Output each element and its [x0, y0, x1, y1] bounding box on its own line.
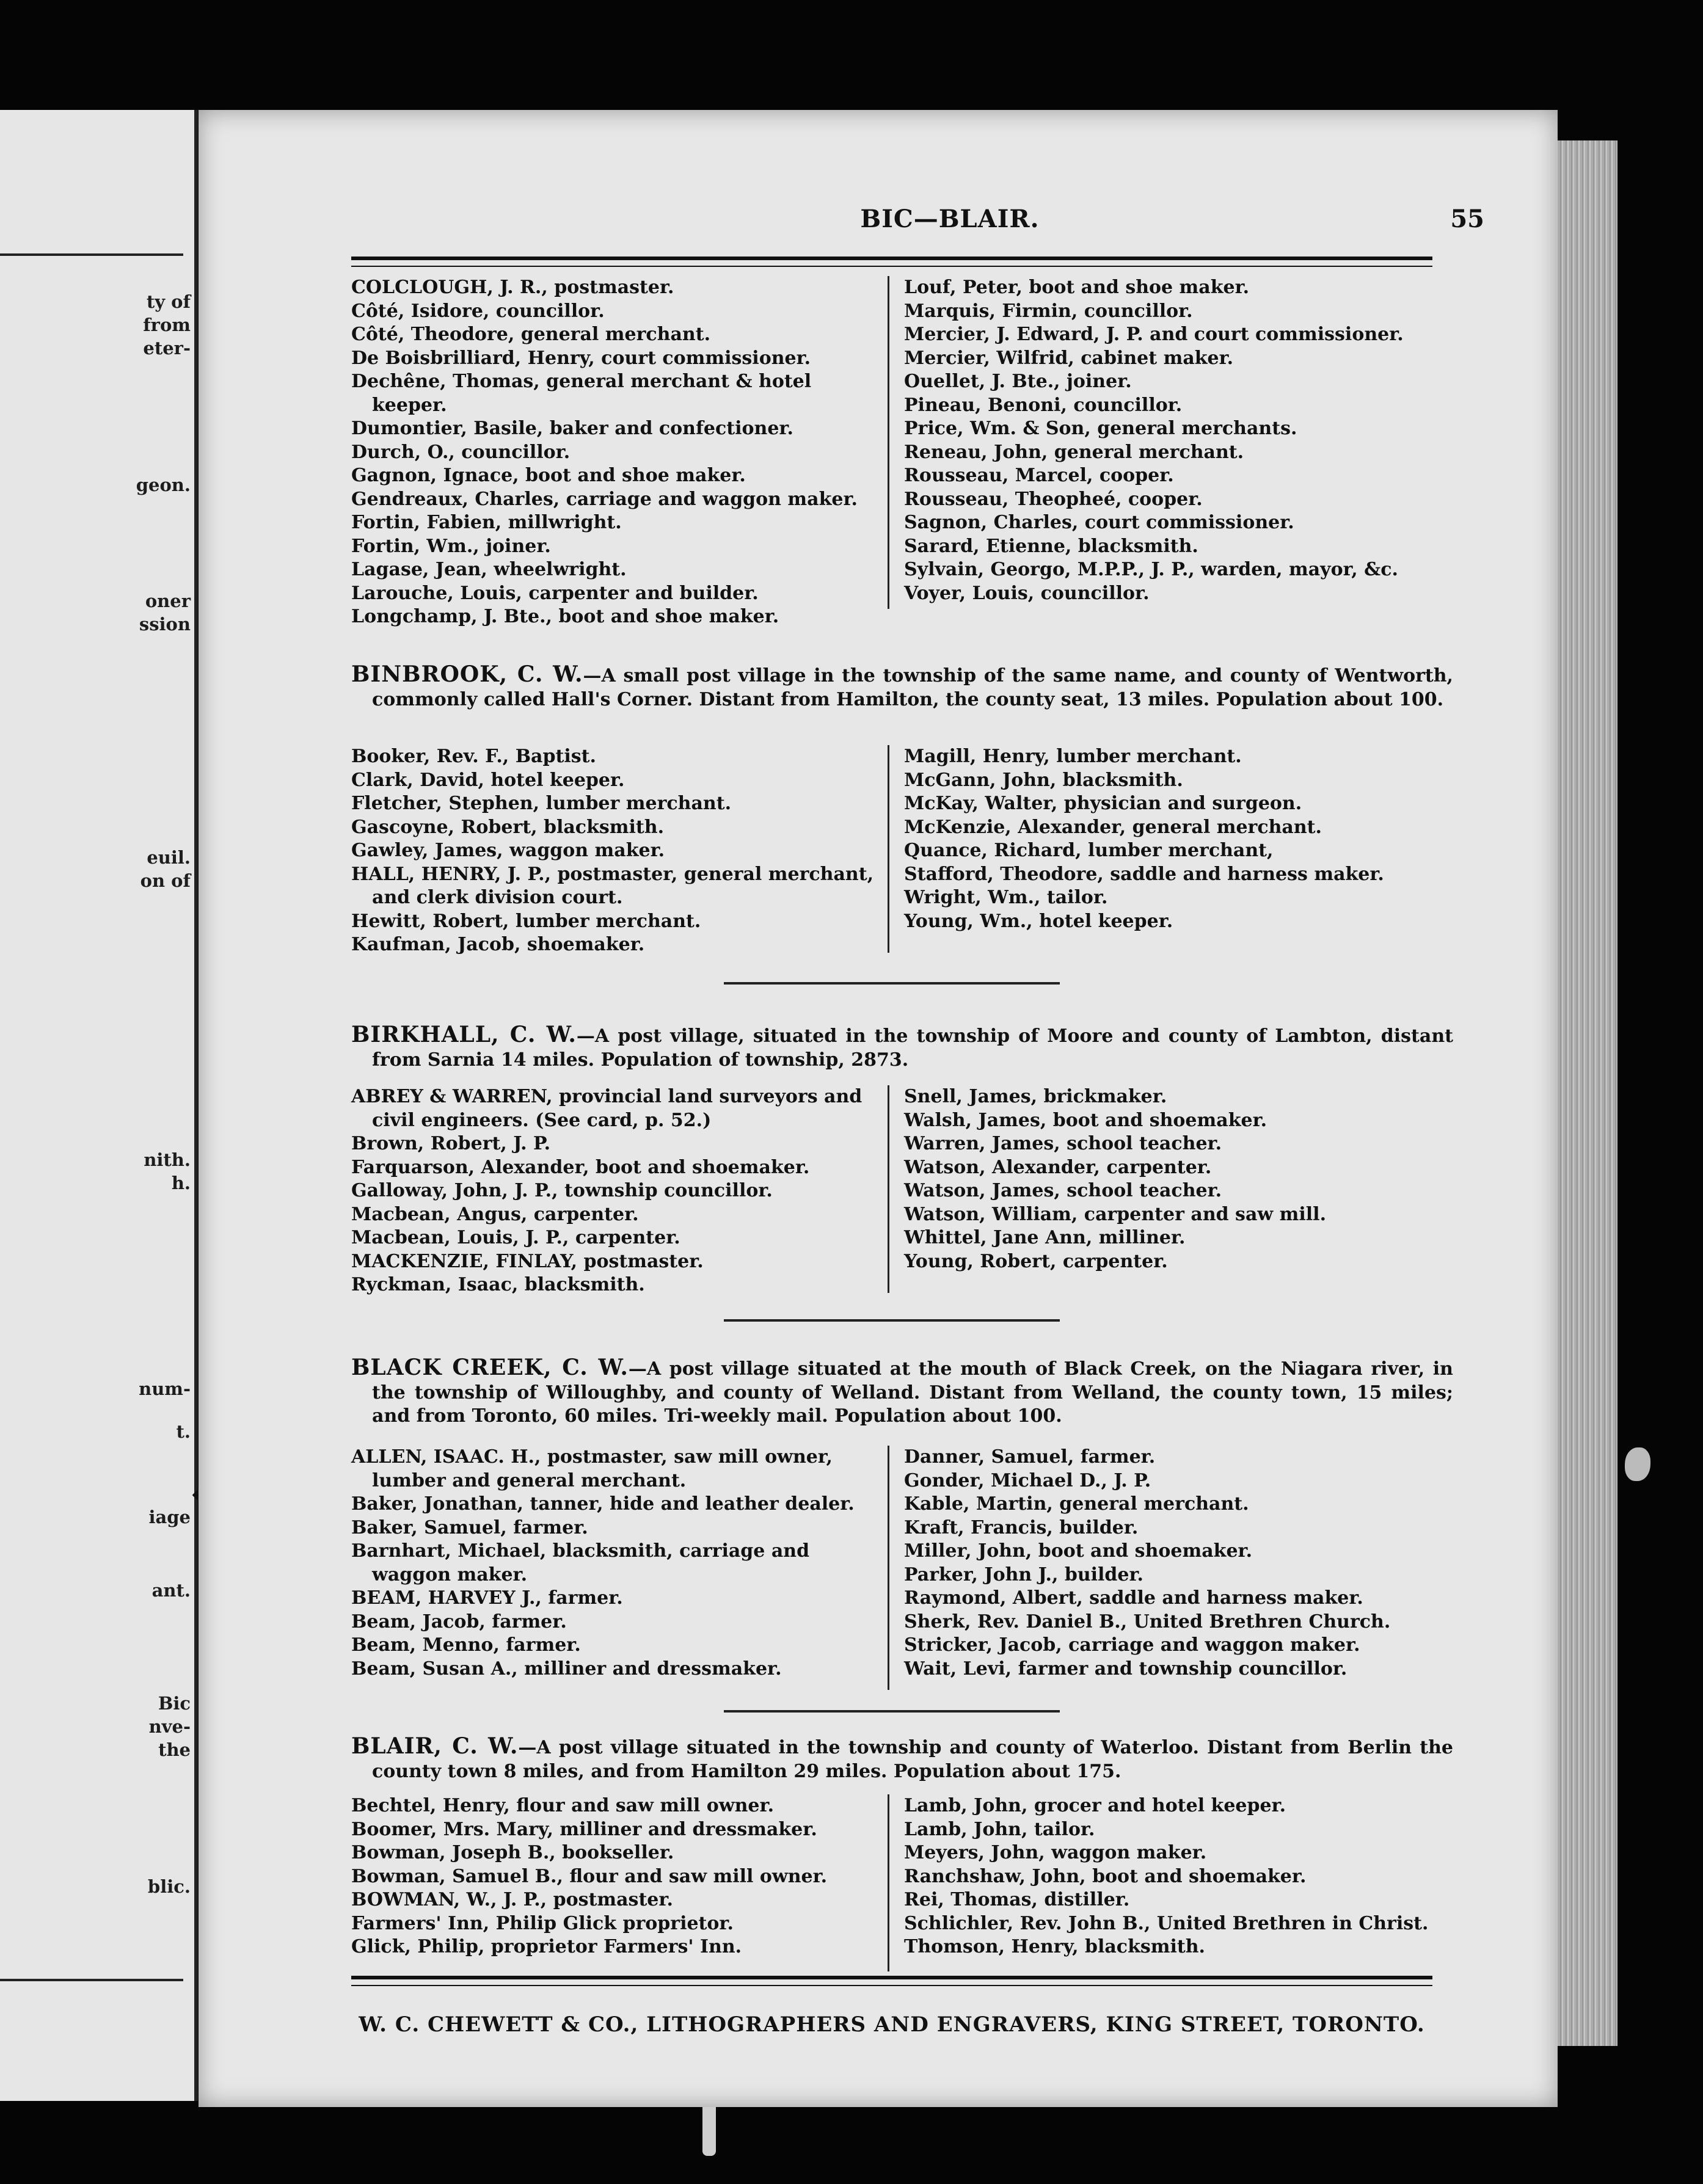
directory-entry: Reneau, John, general merchant.: [904, 441, 1244, 463]
directory-entry: Watson, Alexander, carpenter.: [904, 1156, 1212, 1178]
directory-entry: Mercier, J. Edward, J. P. and court commissioner.: [904, 324, 1404, 345]
directory-entry: Fletcher, Stephen, lumber merchant.: [351, 793, 732, 814]
directory-entry: Bechtel, Henry, flour and saw mill owner.: [351, 1795, 775, 1816]
directory-entry: Ryckman, Isaac, blacksmith.: [351, 1274, 645, 1295]
directory-entry: COLCLOUGH, J. R., postmaster.: [351, 277, 674, 298]
facing-page-text-fragment: blic.: [147, 1876, 191, 1897]
directory-entry: Barnhart, Michael, blacksmith, carriage and waggon maker.: [351, 1540, 810, 1585]
page-footer: W. C. CHEWETT & CO., LITHOGRAPHERS AND ENGRAVERS, KING STREET, TORONTO.: [359, 2012, 1425, 2037]
directory-entry: McGann, John, blacksmith.: [904, 769, 1183, 791]
directory-entry: Sylvain, Georgo, M.P.P., J. P., warden, mayor, &c.: [904, 559, 1398, 580]
directory-entry: Lamb, John, grocer and hotel keeper.: [904, 1795, 1286, 1816]
directory-entry: ALLEN, ISAAC. H., postmaster, saw mill owner, lumber and general merchant.: [351, 1446, 833, 1491]
bic-left-column: [351, 276, 877, 629]
directory-entry: Macbean, Louis, J. P., carpenter.: [351, 1227, 680, 1248]
directory-entry: Meyers, John, waggon maker.: [904, 1842, 1207, 1863]
facing-page-text-fragment: t.: [176, 1421, 191, 1442]
directory-entry: Price, Wm. & Son, general merchants.: [904, 418, 1297, 439]
directory-entry: Farmers' Inn, Philip Glick proprietor.: [351, 1912, 734, 1934]
directory-entry: Baker, Samuel, farmer.: [351, 1516, 588, 1538]
directory-entry: Young, Robert, carpenter.: [904, 1250, 1168, 1272]
facing-page-text-fragment: oner: [145, 591, 191, 611]
page-header-title: BIC—BLAIR.: [860, 205, 1040, 233]
directory-entry: Wait, Levi, farmer and township councillor.: [904, 1658, 1347, 1680]
directory-entry: Rousseau, Theopheé, cooper.: [904, 488, 1203, 510]
directory-entry: Sherk, Rev. Daniel B., United Brethren Church.: [904, 1611, 1391, 1633]
facing-page-rule: [0, 1979, 183, 1981]
facing-page-text-fragment: h.: [171, 1173, 191, 1193]
blair-left-column: [351, 1794, 877, 1959]
page-number: 55: [1450, 205, 1484, 233]
directory-entry: Watson, James, school teacher.: [904, 1180, 1222, 1201]
directory-entry: Brown, Robert, J. P.: [351, 1133, 551, 1154]
directory-entry: Longchamp, J. Bte., boot and shoe maker.: [351, 606, 779, 627]
footer-rule: [351, 1976, 1432, 1986]
directory-entry: Kraft, Francis, builder.: [904, 1516, 1139, 1538]
directory-entry: McKenzie, Alexander, general merchant.: [904, 816, 1322, 838]
directory-entry: Voyer, Louis, councillor.: [904, 582, 1150, 604]
directory-entry: Clark, David, hotel keeper.: [351, 769, 625, 791]
directory-entry: Bowman, Samuel B., flour and saw mill owner.: [351, 1865, 828, 1887]
directory-entry: Parker, John J., builder.: [904, 1563, 1143, 1585]
birkhall-description-text: —A post village, situated in the township of Moore and county of Lambton, distant from Sarnia 14 miles. Population of township, 2873.: [372, 1025, 1453, 1071]
directory-entry: Kable, Martin, general merchant.: [904, 1493, 1249, 1515]
directory-entry: Lagase, Jean, wheelwright.: [351, 559, 627, 580]
bottom-artifact: [702, 2101, 716, 2156]
directory-entry: Gawley, James, waggon maker.: [351, 840, 665, 861]
directory-entry: Raymond, Albert, saddle and harness maker.: [904, 1587, 1363, 1609]
birkhall-town-name: BIRKHALL, C. W.: [351, 1022, 577, 1047]
blair-right-column: [904, 1794, 1442, 1959]
directory-entry: Beam, Susan A., milliner and dressmaker.: [351, 1658, 782, 1680]
section-separator: [724, 1710, 1060, 1713]
directory-entry: Rousseau, Marcel, cooper.: [904, 465, 1174, 486]
directory-entry: Baker, Jonathan, tanner, hide and leather dealer.: [351, 1493, 855, 1515]
facing-page-text-fragment: from: [143, 315, 191, 335]
column-divider: [888, 1794, 889, 1971]
facing-page-text-fragment: eter-: [143, 338, 191, 359]
blair-description: [351, 1734, 1453, 1783]
facing-page-text-fragment: nith.: [144, 1149, 191, 1170]
binbrook-left-column: [351, 745, 877, 957]
directory-entry: Wright, Wm., tailor.: [904, 887, 1108, 908]
binbrook-town-name: BINBROOK, C. W.: [351, 661, 583, 687]
directory-entry: Louf, Peter, boot and shoe maker.: [904, 277, 1250, 298]
directory-entry: Quance, Richard, lumber merchant,: [904, 840, 1274, 861]
directory-entry: Stricker, Jacob, carriage and waggon maker.: [904, 1634, 1360, 1656]
directory-entry: Pineau, Benoni, councillor.: [904, 394, 1183, 416]
facing-page-text-fragment: ty of: [146, 291, 191, 312]
directory-entry: Rei, Thomas, distiller.: [904, 1889, 1130, 1910]
directory-entry: Larouche, Louis, carpenter and builder.: [351, 582, 759, 604]
directory-entry: Sagnon, Charles, court commissioner.: [904, 512, 1294, 533]
directory-entry: Bowman, Joseph B., bookseller.: [351, 1842, 674, 1863]
directory-entry: Ouellet, J. Bte., joiner.: [904, 371, 1132, 392]
directory-entry: Boomer, Mrs. Mary, milliner and dressmaker.: [351, 1818, 817, 1840]
birkhall-right-column: [904, 1085, 1442, 1273]
facing-page-rule: [0, 253, 183, 256]
column-divider: [888, 1446, 889, 1690]
directory-entry: Walsh, James, boot and shoemaker.: [904, 1109, 1267, 1131]
directory-entry: Snell, James, brickmaker.: [904, 1086, 1167, 1107]
directory-entry: Mercier, Wilfrid, cabinet maker.: [904, 347, 1234, 369]
directory-entry: ABREY & WARREN, provincial land surveyors and civil engineers. (See card, p. 52.): [351, 1086, 862, 1131]
directory-entry: McKay, Walter, physician and surgeon.: [904, 793, 1302, 814]
column-divider: [888, 1085, 889, 1293]
facing-page-edge: [0, 110, 198, 2101]
black-creek-town-name: BLACK CREEK, C. W.: [351, 1355, 629, 1380]
directory-entry: Magill, Henry, lumber merchant.: [904, 746, 1242, 767]
directory-entry: Beam, Menno, farmer.: [351, 1634, 581, 1656]
facing-page-text-fragment: ssion: [139, 614, 191, 635]
page-stack-edges: [1552, 140, 1617, 2046]
black-creek-right-column: [904, 1446, 1442, 1681]
directory-entry: Danner, Samuel, farmer.: [904, 1446, 1156, 1468]
column-divider: [888, 276, 889, 609]
column-divider: [888, 745, 889, 953]
directory-entry: Macbean, Angus, carpenter.: [351, 1203, 639, 1225]
directory-entry: Fortin, Fabien, millwright.: [351, 512, 622, 533]
directory-entry: De Boisbrilliard, Henry, court commissioner.: [351, 347, 811, 369]
paper-clip-mark: [1625, 1447, 1650, 1481]
directory-entry: Young, Wm., hotel keeper.: [904, 910, 1173, 932]
directory-entry: Lamb, John, tailor.: [904, 1818, 1095, 1840]
directory-entry: Côté, Theodore, general merchant.: [351, 324, 711, 345]
facing-page-text-fragment: ant.: [151, 1580, 191, 1601]
directory-entry: Dechêne, Thomas, general merchant & hotel keeper.: [351, 371, 812, 416]
directory-entry: Schlichler, Rev. John B., United Brethren in Christ.: [904, 1912, 1429, 1934]
directory-entry: HALL, HENRY, J. P., postmaster, general merchant, and clerk division court.: [351, 863, 874, 908]
directory-entry: Galloway, John, J. P., township councillor.: [351, 1180, 773, 1201]
directory-entry: BEAM, HARVEY J., farmer.: [351, 1587, 623, 1609]
facing-page-text-fragment: euil.: [147, 847, 191, 868]
blair-town-name: BLAIR, C. W.: [351, 1733, 519, 1759]
section-separator: [724, 982, 1060, 985]
header-rule: [351, 257, 1432, 267]
directory-entry: Warren, James, school teacher.: [904, 1133, 1222, 1154]
facing-page-text-fragment: on of: [140, 870, 191, 891]
black-creek-left-column: [351, 1446, 877, 1681]
directory-entry: MACKENZIE, FINLAY, postmaster.: [351, 1250, 704, 1272]
birkhall-left-column: [351, 1085, 877, 1297]
directory-entry: Thomson, Henry, blacksmith.: [904, 1936, 1205, 1957]
directory-entry: Côté, Isidore, councillor.: [351, 300, 605, 322]
directory-entry: Sarard, Etienne, blacksmith.: [904, 535, 1198, 557]
black-creek-description-text: —A post village situated at the mouth of Black Creek, on the Niagara river, in the township of Willoughby, and county of Welland. Distant from Welland, the county town, 15 miles; and from Toronto, 60 miles. Tri-weekly mail. Population about 100.: [372, 1358, 1453, 1427]
directory-entry: Fortin, Wm., joiner.: [351, 535, 551, 557]
directory-entry: Beam, Jacob, farmer.: [351, 1611, 567, 1633]
blair-description-text: —A post village situated in the township and county of Waterloo. Distant from Berlin the county town 8 miles, and from Hamilton 29 miles. Population about 175.: [372, 1737, 1453, 1782]
facing-page-text-fragment: Bic: [158, 1693, 191, 1714]
bic-right-column: [904, 276, 1442, 605]
directory-entry: Ranchshaw, John, boot and shoemaker.: [904, 1865, 1307, 1887]
binbrook-right-column: [904, 745, 1442, 933]
section-separator: [724, 1319, 1060, 1322]
directory-entry: Dumontier, Basile, baker and confectioner.: [351, 418, 793, 439]
birkhall-description: [351, 1023, 1453, 1072]
facing-page-text-fragment: geon.: [136, 475, 191, 495]
directory-entry: Gascoyne, Robert, blacksmith.: [351, 816, 665, 838]
directory-entry: Watson, William, carpenter and saw mill.: [904, 1203, 1327, 1225]
directory-entry: Kaufman, Jacob, shoemaker.: [351, 934, 645, 955]
directory-entry: Booker, Rev. F., Baptist.: [351, 746, 596, 767]
directory-entry: Miller, John, boot and shoemaker.: [904, 1540, 1253, 1562]
directory-entry: Stafford, Theodore, saddle and harness maker.: [904, 863, 1384, 885]
facing-page-text-fragment: num-: [139, 1378, 191, 1399]
black-creek-description: [351, 1356, 1453, 1429]
directory-entry: Farquarson, Alexander, boot and shoemaker.: [351, 1156, 810, 1178]
directory-entry: Gonder, Michael D., J. P.: [904, 1469, 1151, 1491]
directory-entry: Glick, Philip, proprietor Farmers' Inn.: [351, 1936, 742, 1957]
directory-entry: Whittel, Jane Ann, milliner.: [904, 1227, 1186, 1248]
facing-page-text-fragment: the: [158, 1739, 191, 1760]
directory-entry: Marquis, Firmin, councillor.: [904, 300, 1193, 322]
directory-entry: Durch, O., councillor.: [351, 441, 571, 463]
facing-page-text-fragment: iage: [148, 1507, 191, 1527]
directory-entry: Gendreaux, Charles, carriage and waggon maker.: [351, 488, 858, 510]
directory-entry: Hewitt, Robert, lumber merchant.: [351, 910, 701, 932]
directory-page: [199, 110, 1558, 2107]
directory-entry: Gagnon, Ignace, boot and shoe maker.: [351, 465, 746, 486]
binbrook-description-text: —A small post village in the township of the same name, and county of Wentworth, commonly called Hall's Corner. Distant from Hamilton, the county seat, 13 miles. Population about 100.: [372, 665, 1453, 710]
facing-page-text-fragment: nve-: [148, 1716, 191, 1737]
binbrook-description: [351, 663, 1453, 712]
directory-entry: BOWMAN, W., J. P., postmaster.: [351, 1889, 673, 1910]
